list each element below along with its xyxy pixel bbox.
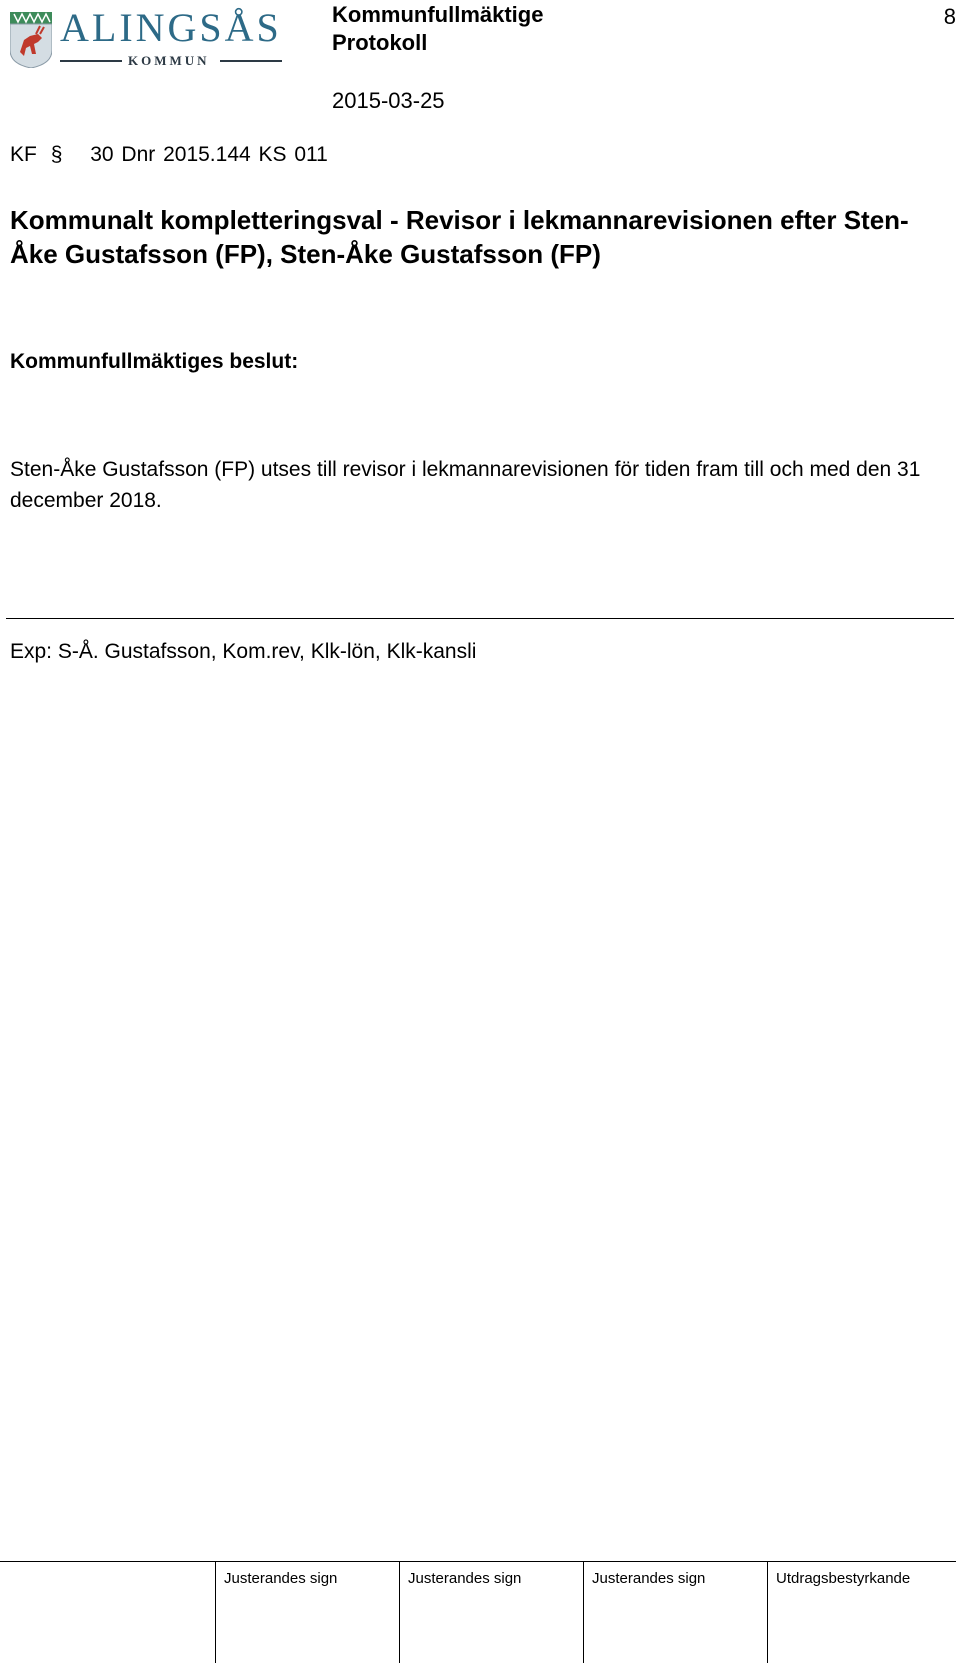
logo-name: ALINGSÅS [60, 5, 282, 50]
page-number: 8 [943, 4, 956, 29]
certification-box [767, 1562, 957, 1663]
decision-text: Sten-Åke Gustafsson (FP) utses till revisor i lekmannarevisionen för tiden fram till och med den 31 december 2018. [10, 458, 921, 512]
certification-label: Utdragsbestyrkande [776, 1570, 911, 1587]
reference-number: 30 Dnr 2015.144 KS 011 [90, 143, 328, 166]
decision-heading: Kommunfullmäktiges beslut: [10, 350, 299, 373]
signature-box-2 [399, 1562, 583, 1663]
expedition-list: Exp: S-Å. Gustafsson, Kom.rev, Klk-lön, Klk-kansli [10, 640, 477, 663]
coat-of-arms-icon [10, 12, 52, 68]
signature-box-1 [215, 1562, 399, 1663]
logo-divider-right [220, 60, 282, 62]
signature-label: Justerandes sign [224, 1570, 338, 1587]
logo-divider-left [60, 60, 122, 62]
signature-label: Justerandes sign [408, 1570, 522, 1587]
document-body-name: Kommunfullmäktige [332, 2, 544, 27]
case-reference [10, 143, 328, 167]
logo-subtitle: KOMMUN [128, 53, 210, 68]
signature-box-3 [583, 1562, 767, 1663]
municipality-logo [10, 4, 285, 68]
document-type: Protokoll [332, 30, 428, 55]
reference-prefix: KF [10, 143, 37, 166]
case-title: Kommunalt kompletteringsval - Revisor i lekmannarevisionen efter Sten-Åke Gustafsson (FP), Sten-Åke Gustafsson (FP) [10, 205, 909, 269]
section-divider [6, 618, 954, 619]
signature-label: Justerandes sign [592, 1570, 706, 1587]
section-symbol: § [50, 143, 63, 166]
meeting-date: 2015-03-25 [332, 88, 445, 113]
